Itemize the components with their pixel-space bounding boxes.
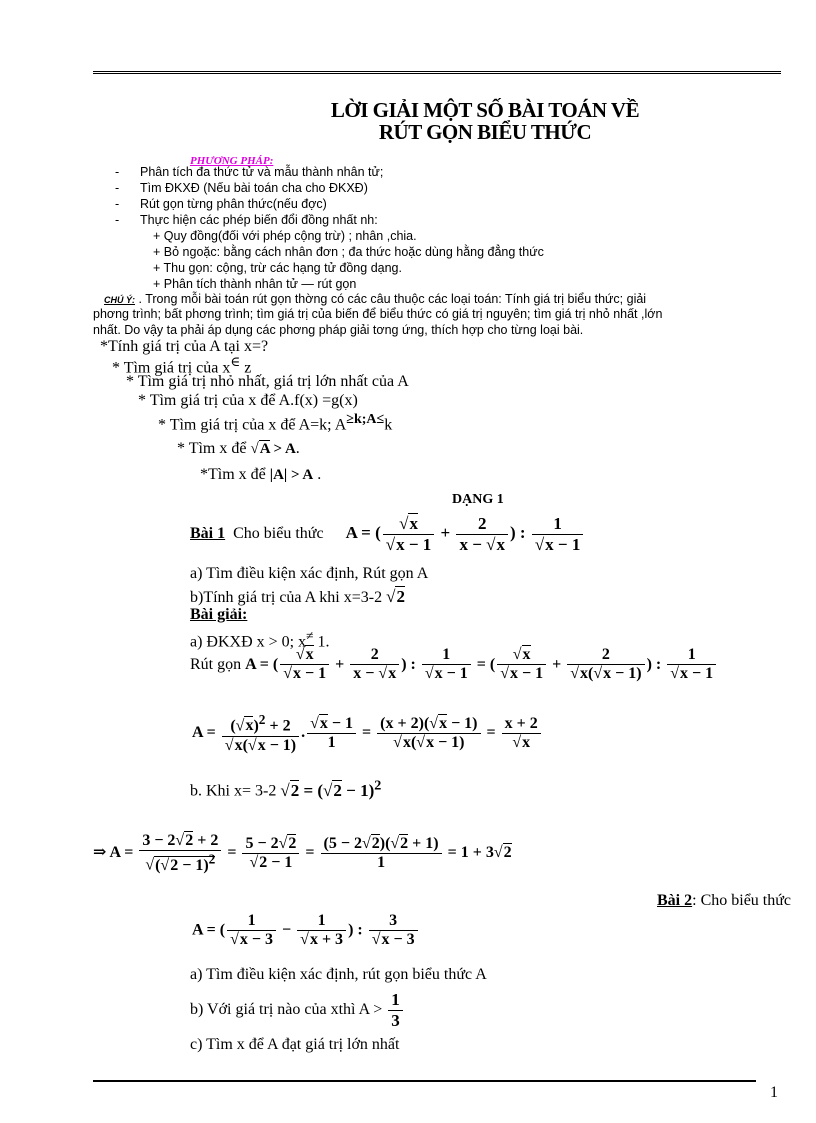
type-item: * Tìm giá trị của x để A.f(x) =g(x) xyxy=(138,392,358,409)
type-item: * Tìm x để √A > A. xyxy=(177,440,300,457)
note-line: nhất. Do vậy ta phải áp dụng các phơng pháp giải tơng ứng, thích hợp cho từng loại bài. xyxy=(93,323,584,337)
page-title: LỜI GIẢI MỘT SỐ BÀI TOÁN VỀ RÚT GỌN BIỂU THỨC xyxy=(330,98,640,144)
method-step: - Phân tích đa thức tử và mẫu thành nhân tử; xyxy=(115,165,384,179)
page-number: 1 xyxy=(770,1084,778,1101)
type-item: * Tìm giá trị nhỏ nhất, giá trị lớn nhất của A xyxy=(126,373,409,390)
method-step: - Rút gọn từng phân thức(nếu đợc) xyxy=(115,197,327,211)
method-substep: + Thu gọn: cộng, trừ các hạng tử đồng dạng. xyxy=(153,261,402,275)
type-item: *Tìm x để |A| > A . xyxy=(200,466,322,483)
bai1-question-b: b)Tính giá trị của A khi x=3-2 √2 xyxy=(190,587,405,606)
bai2-expression: A = ( $\frac{1}{√x - 3}$ − $\frac{1}{√x + 3}$ ) : $\frac{3}{√x - 3}$ xyxy=(192,912,420,950)
method-label: PHƯƠNG PHÁP: xyxy=(190,155,274,167)
type-item: * Tìm giá trị của x để A=k; $A^{\ge k;A\le}k$ xyxy=(158,412,393,434)
method-step: - Thực hiện các phép biến đổi đồng nhất nh: xyxy=(115,213,378,227)
bai2-statement: Bài 2: Cho biểu thức xyxy=(657,892,792,909)
method-step: - Tìm ĐKXĐ (Nếu bài toán cha cho ĐKXĐ) xyxy=(115,181,368,195)
footer-rule xyxy=(93,1080,756,1082)
top-rule xyxy=(93,71,781,74)
bai1-part-b: b. Khi x= 3-2 $√2 = (√2 - 1)^2$ xyxy=(190,777,382,800)
note-line: phơng trình; bất phơng trình; tìm giá trị của biến để biểu thức có giá trị nguyên; tìm giá trị nhỏ nhất ,lớn xyxy=(93,307,663,321)
bai2-question-c: c) Tìm x để A đạt giá trị lớn nhất xyxy=(190,1036,400,1053)
method-substep: + Quy đồng(đối với phép cộng trừ) ; nhân ,chia. xyxy=(153,229,417,243)
bai1-solution-label: Bài giải: xyxy=(190,606,248,623)
bai1-question-a: a) Tìm điều kiện xác định, Rút gọn A xyxy=(190,565,429,582)
method-substep: + Phân tích thành nhân tử — rút gọn xyxy=(153,277,357,291)
type-item: *Tính giá trị của A tại x=? xyxy=(100,338,269,355)
method-substep: + Bỏ ngoặc: bằng cách nhân đơn ; đa thức hoặc dùng hằng đẳng thức xyxy=(153,245,544,259)
bai1-dkxd: a) ĐKXĐ x > 0; x≠ 1. xyxy=(190,628,330,651)
bai2-question-b: b) Với giá trị nào của xthì A > $\frac{1}{3}$ xyxy=(190,990,405,1030)
bai1-simplify-1: Rút gọn A = ( $\frac{√x}{√x - 1}$ + $\frac{2}{x - √x}$ ) : $\frac{1}{√x - 1}$ = ( $\frac{√x}{√x - 1}$ + $\frac{2}{√x(√x - 1)}$ ) : $\frac{1}{√x - 1}$ xyxy=(190,646,718,684)
bai1-statement: Bài 1 Cho biểu thức A = ( $\frac{√x}{√x - 1}$ + $\frac{2}{x - √x}$ ) : $\frac{1}{√x - 1}$ xyxy=(190,514,585,554)
bai2-question-a: a) Tìm điều kiện xác định, rút gọn biểu thức A xyxy=(190,966,487,983)
type-item: * Tìm giá trị của x∈ z xyxy=(112,354,252,377)
note-paragraph: CHÚ Ý: . Trong mỗi bài toán rút gọn thờng có các câu thuộc các loại toán: Tính giá trị biểu thức; giải xyxy=(104,292,647,306)
section-heading: DẠNG 1 xyxy=(452,492,504,507)
bai1-result: ⇒ A = $\frac{3 - 2√2 + 2}{√(√2 - 1)^2}$ = $\frac{5 - 2√2}{√2 - 1}$ = $\frac{(5 - 2√2)(√2 + 1)}{1}$ = 1 + 3√2 xyxy=(93,832,512,874)
note-label: CHÚ Ý: xyxy=(104,295,135,305)
bai1-simplify-2: A = $\frac{(√x)^2 + 2}{√x(√x - 1)}$ . $\frac{√x - 1}{1}$ = $\frac{(x + 2)(√x - 1)}{√x(√x - 1)}$ = $\frac{x + 2}{√x}$ xyxy=(192,712,543,755)
